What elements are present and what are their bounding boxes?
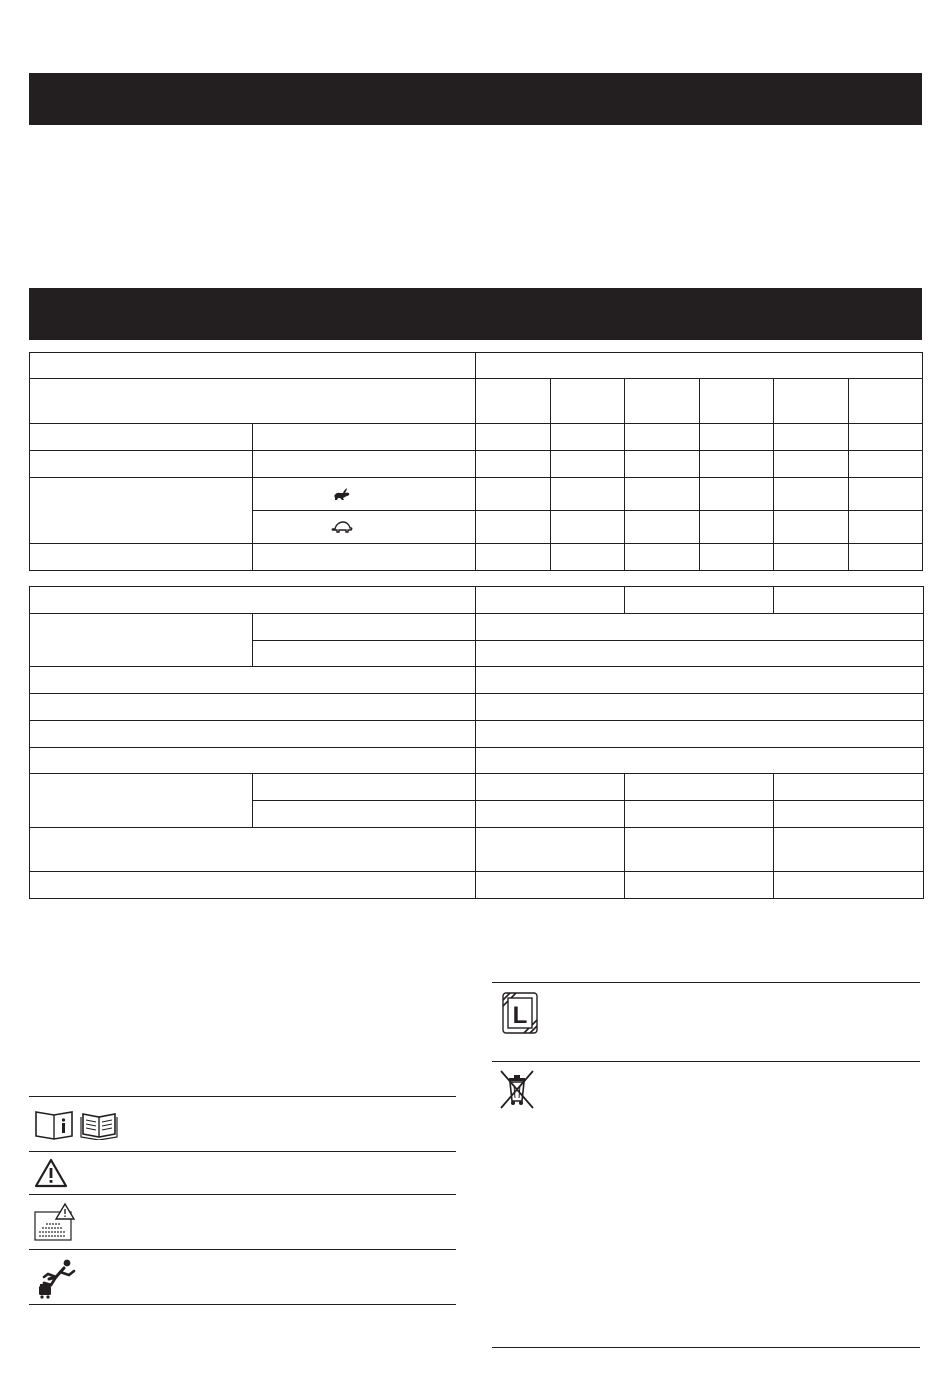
table-cell (30, 451, 253, 478)
table-row (30, 694, 924, 721)
table-row (30, 353, 923, 379)
table-cell (550, 424, 624, 451)
table-cell (773, 379, 848, 424)
speed-high-cell (253, 478, 476, 511)
table-cell (476, 872, 625, 899)
table-cell (625, 872, 774, 899)
divider (492, 1347, 920, 1348)
table-cell (476, 801, 625, 828)
table-cell (848, 478, 922, 511)
table-cell (774, 587, 924, 614)
table-row (30, 614, 924, 641)
divider (29, 1249, 456, 1250)
table-cell (30, 828, 476, 872)
table-cell (773, 511, 848, 544)
read-manual-icon (34, 1108, 120, 1140)
table-cell (30, 544, 253, 571)
table-cell (253, 451, 476, 478)
dust-class-l-icon (502, 992, 538, 1034)
table-row (30, 451, 923, 478)
table-cell (699, 511, 773, 544)
table-cell (30, 424, 253, 451)
table-cell (699, 544, 773, 571)
table-cell (774, 872, 924, 899)
fall-hazard-icon (34, 1257, 76, 1299)
table-cell (774, 801, 924, 828)
table-cell (253, 641, 476, 667)
table-row (30, 721, 924, 748)
table-cell (774, 774, 924, 801)
table-row (30, 544, 923, 571)
table-cell (476, 721, 924, 748)
table-cell (550, 544, 624, 571)
table-cell (848, 511, 922, 544)
dust-class-letter: L (512, 1002, 528, 1029)
spec-table-details (29, 586, 924, 899)
table-cell (773, 478, 848, 511)
table-cell (253, 544, 476, 571)
table-cell (550, 511, 624, 544)
table-row (30, 478, 923, 511)
table-cell (550, 478, 624, 511)
table-row (30, 379, 923, 424)
speed-low-cell (253, 511, 476, 544)
table-cell (699, 379, 773, 424)
table-cell (476, 774, 625, 801)
table-cell (30, 587, 476, 614)
table-cell (699, 424, 773, 451)
table-cell (624, 379, 699, 424)
table-cell (30, 614, 253, 667)
table-cell (624, 511, 699, 544)
table-cell (253, 614, 476, 641)
table-cell (30, 353, 476, 379)
table-cell (476, 379, 550, 424)
table-cell (624, 451, 699, 478)
table-cell (848, 424, 922, 451)
table-cell (624, 544, 699, 571)
divider (29, 1096, 456, 1097)
table-cell (625, 774, 774, 801)
table-cell (30, 478, 253, 544)
table-cell (30, 774, 253, 828)
table-cell (476, 667, 924, 694)
table-cell (476, 544, 550, 571)
table-cell (30, 667, 476, 694)
warning-icon (34, 1158, 68, 1188)
table-cell (773, 424, 848, 451)
table-row (30, 828, 924, 872)
table-cell (773, 544, 848, 571)
table-cell (30, 379, 476, 424)
table-cell (30, 721, 476, 748)
table-cell (30, 872, 476, 899)
turtle-icon (331, 520, 353, 534)
table-cell (476, 478, 550, 511)
table-row (30, 667, 924, 694)
table-cell (30, 748, 476, 774)
table-row (30, 774, 924, 801)
divider (29, 1194, 456, 1195)
table-cell (624, 424, 699, 451)
table-cell (625, 587, 774, 614)
table-cell (550, 451, 624, 478)
spec-table-models (29, 352, 923, 571)
table-cell (253, 424, 476, 451)
table-cell (699, 478, 773, 511)
weee-crossed-bin-icon (498, 1068, 536, 1110)
table-cell (253, 774, 476, 801)
table-cell (476, 748, 924, 774)
table-cell (476, 424, 550, 451)
table-cell (624, 478, 699, 511)
table-cell (848, 544, 922, 571)
table-cell (476, 694, 924, 721)
rabbit-icon (331, 487, 353, 501)
table-row (30, 587, 924, 614)
table-cell (476, 451, 550, 478)
table-cell (625, 801, 774, 828)
table-cell (625, 828, 774, 872)
table-cell (476, 641, 924, 667)
divider (29, 1304, 456, 1305)
table-cell (30, 694, 476, 721)
divider (29, 1151, 456, 1152)
table-row (30, 748, 924, 774)
table-cell (848, 451, 922, 478)
table-cell (848, 379, 922, 424)
divider (492, 982, 920, 983)
dust-warning-icon (34, 1202, 78, 1242)
table-cell (476, 828, 625, 872)
table-cell (476, 587, 625, 614)
table-cell (774, 828, 924, 872)
table-cell (476, 614, 924, 641)
info-letter: i (63, 1134, 64, 1135)
table-row (30, 872, 924, 899)
table-cell (773, 451, 848, 478)
table-row (30, 424, 923, 451)
table-cell (699, 451, 773, 478)
divider (492, 1061, 920, 1062)
table-cell (476, 511, 550, 544)
table-cell (253, 801, 476, 828)
table-cell (476, 353, 923, 379)
section-header-bar-2 (29, 288, 922, 340)
table-cell (550, 379, 624, 424)
section-header-bar-1 (29, 73, 922, 125)
